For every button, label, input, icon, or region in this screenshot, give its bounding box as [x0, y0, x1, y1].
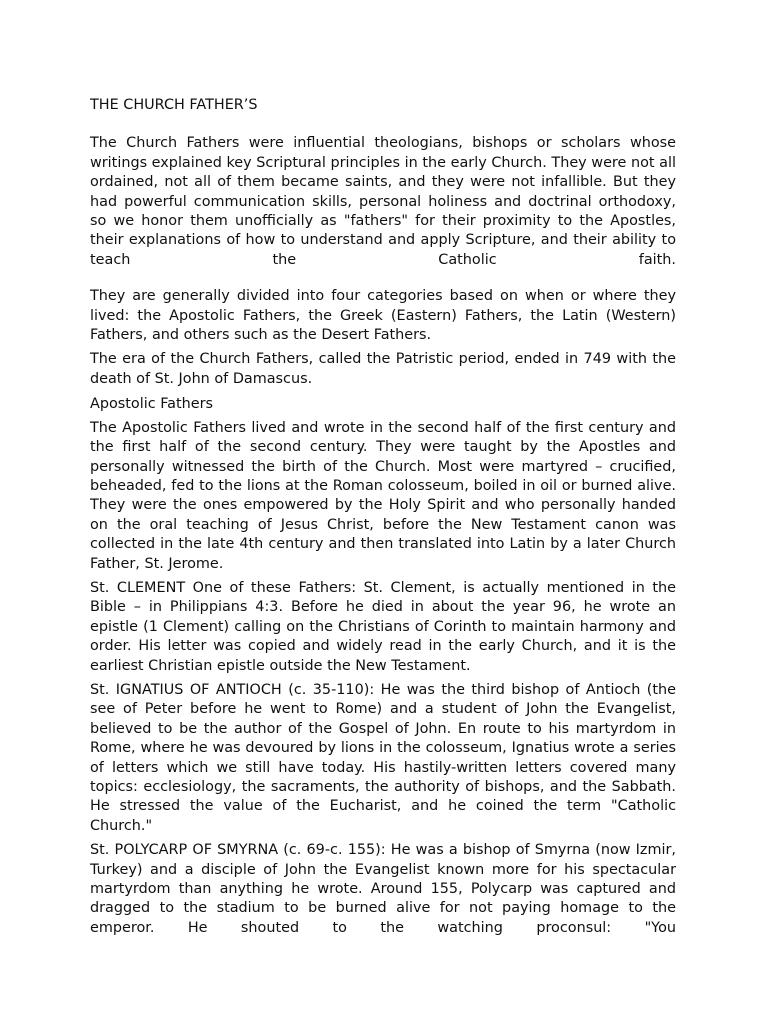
era-paragraph: The era of the Church Fathers, called the Patristic period, ended in 749 with the death of St. John of Damascus.: [90, 351, 676, 387]
intro-paragraph: The Church Fathers were influential theologians, bishops or scholars whose writings explained key Scriptural principles in the early Church. They were not all ordained, not all of them became saints, and they were not infallible. But they had powerful communication skills, personal holiness and doctrinal orthodoxy, so we honor them unofficially as "fathers" for their proximity to the Apostles, their explanations of how to understand and apply Scripture, and their ability to teach the Catholic faith.: [90, 135, 676, 268]
apostolic-paragraph: The Apostolic Fathers lived and wrote in the second half of the first century and the first half of the second century. They were taught by the Apostles and personally witnessed the birth of the Church. Most were martyred – crucified, beheaded, fed to the lions at the Roman colosseum, boiled in oil or burned alive. They were the ones empowered by the Holy Spirit and who personally handed on the oral teaching of Jesus Christ, before the New Testament canon was collected in the late 4th century and then translated into Latin by a later Church Father, St. Jerome.: [90, 419, 676, 572]
document-page: [90, 96, 676, 943]
clement-paragraph: St. CLEMENT One of these Fathers: St. Clement, is actually mentioned in the Bible – in Philippians 4:3. Before he died in about the year 96, he wrote an epistle (1 Clement) calling on the Christians of Corinth to maintain harmony and order. His letter was copied and widely read in the early Church, and it is the earliest Christian epistle outside the New Testament.: [90, 579, 676, 674]
categories-paragraph: They are generally divided into four categories based on when or where they lived: the Apostolic Fathers, the Greek (Eastern) Fathers, the Latin (Western) Fathers, and others such as the Desert Fathers.: [90, 288, 676, 344]
document-title: THE CHURCH FATHER’S: [90, 97, 258, 113]
section-heading-apostolic-fathers: Apostolic Fathers: [90, 396, 214, 413]
ignatius-paragraph: St. IGNATIUS OF ANTIOCH (c. 35-110): He was the third bishop of Antioch (the see of Peter before he went to Rome) and a student of John the Evangelist, believed to be the author of the Gospel of John. En route to his martyrdom in Rome, where he was devoured by lions in the colosseum, Ignatius wrote a series of letters which we still have today. His hastily-written letters covered many topics: ecclesiology, the sacraments, the authority of bishops, and the Sabbath. He stressed the value of the Eucharist, and he coined the term "Catholic Church.": [90, 681, 676, 834]
polycarp-paragraph: St. POLYCARP OF SMYRNA (c. 69-c. 155): He was a bishop of Smyrna (now Izmir, Turkey) and a disciple of John the Evangelist known more for his spectacular martyrdom than anything he wrote. Around 155, Polycarp was captured and dragged to the stadium to be burned alive for not paying homage to the emperor. He shouted to the watching proconsul: "You: [90, 842, 676, 936]
